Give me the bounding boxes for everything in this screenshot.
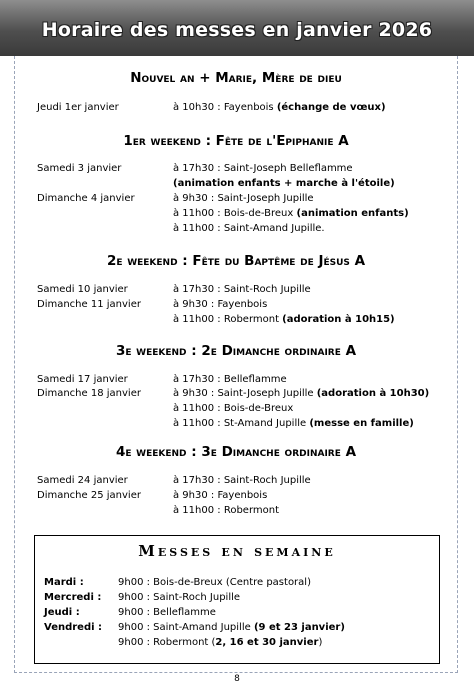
schedule-time: à 9h30 : Fayenbois <box>173 299 268 310</box>
header-banner <box>0 0 474 56</box>
schedule-time: à 11h00 : Bois-de-Breux (animation enfants) <box>173 208 409 219</box>
weekday-masses-box <box>34 535 440 664</box>
section-title: Nouvel an + Marie, Mère de dieu <box>130 70 342 86</box>
schedule-time: à 9h30 : Fayenbois <box>173 490 268 501</box>
schedule-day: Samedi 17 janvier <box>37 374 128 385</box>
weekday-day: Vendredi : <box>44 622 103 633</box>
weekday-time: 9h00 : Bois-de-Breux (Centre pastoral) <box>118 577 311 588</box>
schedule-day: Dimanche 18 janvier <box>37 388 141 399</box>
section-title: 4e weekend : 3e Dimanche ordinaire A <box>115 444 357 460</box>
schedule-time: à 11h00 : Robermont <box>173 505 279 516</box>
schedule-time: à 17h30 : Saint-Roch Jupille <box>173 284 311 295</box>
schedule-day: Samedi 24 janvier <box>37 475 128 486</box>
page-title: Horaire des messes en janvier 2026 <box>41 19 433 41</box>
schedule-time: à 17h30 : Belleflamme <box>173 374 287 385</box>
weekday-time: 9h00 : Saint-Amand Jupille (9 et 23 janvier) <box>118 622 345 633</box>
schedule-time: à 17h30 : Saint-Roch Jupille <box>173 475 311 486</box>
schedule-day: Samedi 3 janvier <box>37 163 122 174</box>
schedule-time: à 9h30 : Saint-Joseph Jupille (adoration à 10h30) <box>173 388 430 399</box>
schedule-time: à 17h30 : Saint-Joseph Belleflamme <box>173 163 353 174</box>
schedule-time: à 11h00 : Robermont (adoration à 10h15) <box>173 314 395 325</box>
weekday-time: 9h00 : Saint-Roch Jupille <box>118 592 241 603</box>
schedule-day: Samedi 10 janvier <box>37 284 128 295</box>
schedule-time: à 11h00 : St-Amand Jupille (messe en famille) <box>173 418 414 429</box>
schedule-day: Dimanche 4 janvier <box>37 193 135 204</box>
schedule-day: Dimanche 11 janvier <box>37 299 141 310</box>
schedule-time: à 11h00 : Bois-de-Breux <box>173 403 294 414</box>
schedule-day: Dimanche 25 janvier <box>37 490 141 501</box>
schedule-time: à 9h30 : Saint-Joseph Jupille <box>173 193 314 204</box>
weekday-box-title: Messes en semaine <box>138 542 336 560</box>
schedule-time: à 10h30 : Fayenbois (échange de vœux) <box>173 102 386 113</box>
page-number: 8 <box>234 674 240 684</box>
weekday-day: Mercredi : <box>44 592 102 603</box>
section-title: 3e weekend : 2e Dimanche ordinaire A <box>115 343 357 359</box>
schedule-day: Jeudi 1er janvier <box>37 102 119 113</box>
section-title: 2e weekend : Fête du Baptême de Jésus A <box>106 253 366 269</box>
weekday-time: 9h00 : Belleflamme <box>118 607 216 618</box>
schedule-time: à 11h00 : Saint-Amand Jupille. <box>173 223 325 234</box>
schedule-time: (animation enfants + marche à l'étoile) <box>173 178 395 189</box>
weekday-time: 9h00 : Robermont (2, 16 et 30 janvier) <box>118 637 323 648</box>
section-title: 1er weekend : Fête de l'Epiphanie A <box>123 133 349 149</box>
weekday-day: Jeudi : <box>44 607 80 618</box>
weekday-day: Mardi : <box>44 577 84 588</box>
